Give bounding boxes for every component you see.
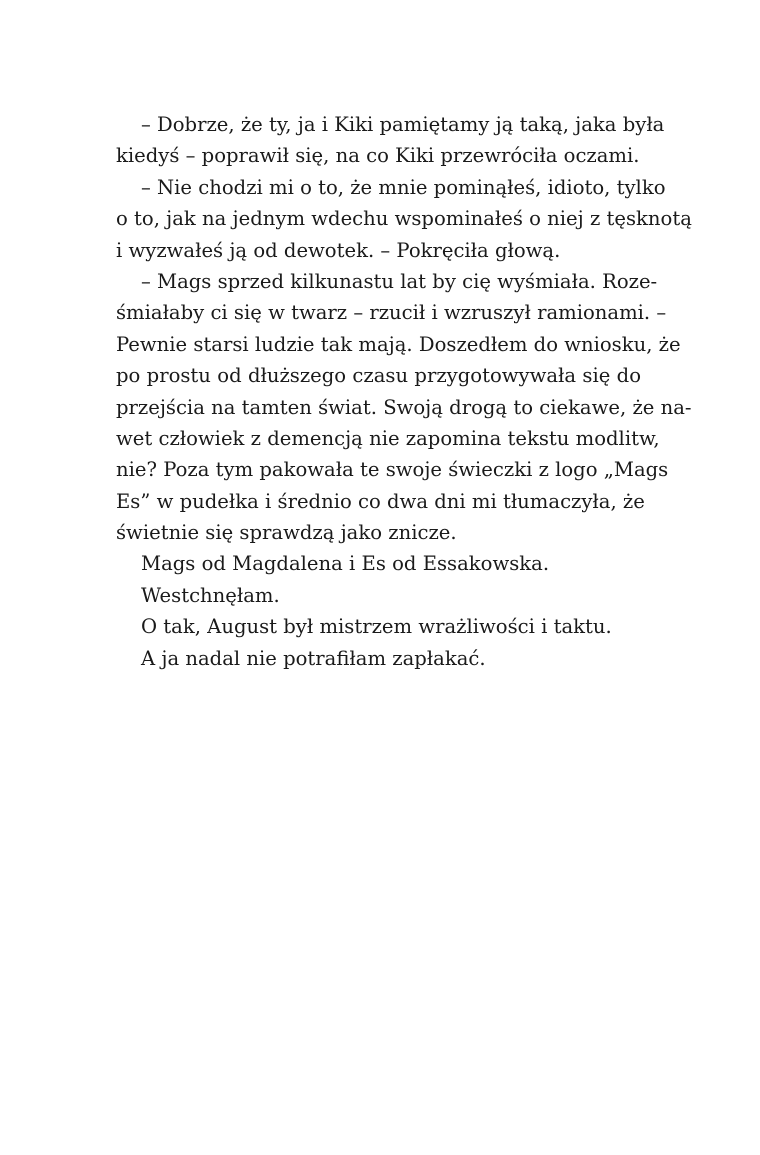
text-line: kiedyś – poprawił się, na co Kiki przewróciła oczami.: [116, 144, 640, 168]
text-line: przejścia na tamten świat. Swoją drogą to ciekawe, że na-: [116, 395, 692, 419]
text-line: O tak, August był mistrzem wrażliwości i taktu.: [141, 615, 612, 639]
text-line: A ja nadal nie potrafiłam zapłakać.: [141, 646, 486, 670]
text-line: Mags od Magdalena i Es od Essakowska.: [141, 552, 550, 576]
text-line: Es” w pudełka i średnio co dwa dni mi tłumaczyła, że: [116, 489, 645, 513]
text-line: o to, jak na jednym wdechu wspominałeś o niej z tęsknotą: [116, 207, 692, 231]
text-line: Westchnęłam.: [141, 583, 280, 607]
text-line: wet człowiek z demencją nie zapomina tekstu modlitw,: [116, 426, 660, 450]
text-line: po prostu od dłuższego czasu przygotowywała się do: [116, 364, 641, 388]
text-line: świetnie się sprawdzą jako znicze.: [116, 521, 457, 545]
text-line: – Nie chodzi mi o to, że mnie pominąłeś, idioto, tylko: [141, 175, 666, 199]
text-line: nie? Poza tym pakowała te swoje świeczki z logo „Mags: [116, 458, 669, 482]
text-line: śmiałaby ci się w twarz – rzucił i wzruszył ramionami. –: [116, 301, 667, 325]
text-line: – Mags sprzed kilkunastu lat by cię wyśmiała. Roze-: [141, 269, 658, 293]
body-text: [116, 109, 692, 674]
text-line: i wyzwałeś ją od dewotek. – Pokręciła głową.: [116, 238, 561, 262]
text-line: – Dobrze, że ty, ja i Kiki pamiętamy ją taką, jaka była: [141, 113, 665, 136]
text-line: Pewnie starsi ludzie tak mają. Doszedłem do wniosku, że: [116, 332, 681, 356]
